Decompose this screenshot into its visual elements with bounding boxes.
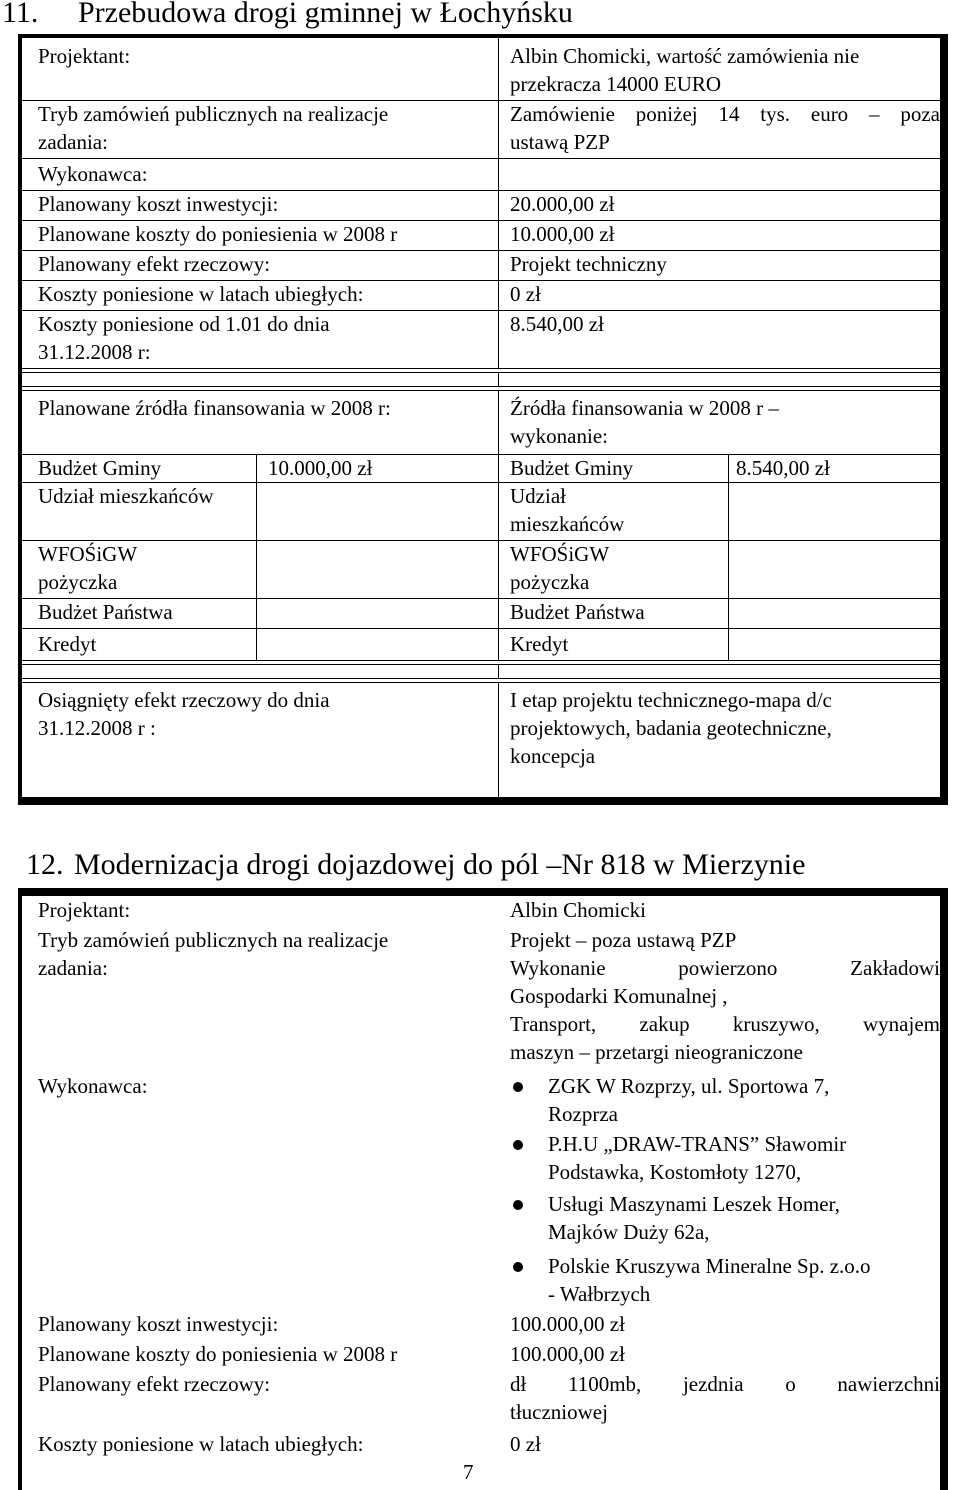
label-planowany-efekt: Planowany efekt rzeczowy:	[38, 252, 271, 276]
s12-wykonawca-4-line1: Polskie Kruszywa Mineralne Sp. z.o.o	[548, 1254, 871, 1278]
label-planowane-koszty-2008: Planowane koszty do poniesienia w 2008 r	[38, 222, 398, 246]
label-koszty-lata-ubiegle: Koszty poniesione w latach ubiegłych:	[38, 282, 364, 306]
value-planowany-efekt: Projekt techniczny	[510, 252, 667, 276]
actual-funding-header-line1: Źródła finansowania w 2008 r –	[510, 396, 779, 420]
actual-wfosigw-line1: WFOŚiGW	[510, 542, 610, 566]
label-wykonawca: Wykonawca:	[38, 162, 148, 186]
s12-value-tryb-line2: Wykonanie powierzono Zakładowi	[510, 956, 940, 980]
bullet-icon	[513, 1262, 523, 1272]
effect-value-line2: projektowych, badania geotechniczne,	[510, 716, 832, 740]
s12-label-koszty-lata-ubiegle: Koszty poniesione w latach ubiegłych:	[38, 1432, 364, 1456]
value-planowany-koszt: 20.000,00 zł	[510, 192, 615, 216]
bullet-icon	[513, 1082, 523, 1092]
actual-kredyt-label: Kredyt	[510, 632, 569, 656]
s12-wykonawca-3-line2: Majków Duży 62a,	[548, 1220, 710, 1244]
page-number: 7	[463, 1460, 474, 1484]
s12-wykonawca-1-line2: Rozprza	[548, 1102, 618, 1126]
planned-udzial-label: Udział mieszkańców	[38, 484, 214, 508]
s12-value-koszty-lata-ubiegle: 0 zł	[510, 1432, 541, 1456]
s12-wykonawca-2-line1: P.H.U „DRAW-TRANS” Sławomir	[548, 1132, 847, 1156]
planned-wfosigw-line2: pożyczka	[38, 570, 118, 594]
value-koszty-lata-ubiegle: 0 zł	[510, 282, 541, 306]
s12-value-planowany-efekt-line1: dł 1100mb, jezdnia o nawierzchni	[510, 1372, 940, 1396]
s12-value-planowany-efekt-line2: tłuczniowej	[510, 1400, 608, 1424]
s12-wykonawca-1-line1: ZGK W Rozprzy, ul. Sportowa 7,	[548, 1074, 830, 1098]
actual-udzial-line2: mieszkańców	[510, 512, 625, 536]
s12-label-planowane-koszty-2008: Planowane koszty do poniesienia w 2008 r	[38, 1342, 398, 1366]
s12-label-planowany-koszt: Planowany koszt inwestycji:	[38, 1312, 279, 1336]
value-projektant-line1: Albin Chomicki, wartość zamówienia nie	[510, 44, 860, 68]
s12-wykonawca-4-line2: - Wałbrzych	[548, 1282, 651, 1306]
label-koszty-poniesione-line2: 31.12.2008 r:	[38, 340, 151, 364]
s12-value-tryb-line5: maszyn – przetargi nieograniczone	[510, 1040, 803, 1064]
actual-funding-header-line2: wykonanie:	[510, 424, 608, 448]
label-tryb-line2: zadania:	[38, 130, 108, 154]
actual-budzet-panstwa-label: Budżet Państwa	[510, 600, 645, 624]
planned-wfosigw-line1: WFOŚiGW	[38, 542, 138, 566]
planned-kredyt-label: Kredyt	[38, 632, 97, 656]
planned-budzet-panstwa-label: Budżet Państwa	[38, 600, 173, 624]
effect-label-line1: Osiągnięty efekt rzeczowy do dnia	[38, 688, 330, 712]
s12-label-planowany-efekt: Planowany efekt rzeczowy:	[38, 1372, 271, 1396]
value-planowane-koszty-2008: 10.000,00 zł	[510, 222, 615, 246]
s12-value-tryb-line1: Projekt – poza ustawą PZP	[510, 928, 737, 952]
s12-value-planowany-koszt: 100.000,00 zł	[510, 1312, 625, 1336]
s12-wykonawca-3-line1: Usługi Maszynami Leszek Homer,	[548, 1192, 840, 1216]
label-koszty-poniesione-line1: Koszty poniesione od 1.01 do dnia	[38, 312, 330, 336]
s12-label-tryb-line1: Tryb zamówień publicznych na realizacje	[38, 928, 389, 952]
value-tryb-line1: Zamówienie poniżej 14 tys. euro – poza	[510, 102, 940, 126]
value-tryb-line2: ustawą PZP	[510, 130, 610, 154]
effect-label-line2: 31.12.2008 r :	[38, 716, 156, 740]
actual-udzial-line1: Udział	[510, 484, 566, 508]
value-projektant-line2: przekracza 14000 EURO	[510, 72, 722, 96]
bullet-icon	[513, 1140, 523, 1150]
label-projektant: Projektant:	[38, 44, 131, 68]
s12-value-planowane-koszty-2008: 100.000,00 zł	[510, 1342, 625, 1366]
s12-label-projektant: Projektant:	[38, 898, 131, 922]
section-11-number: 11.	[2, 0, 39, 29]
effect-value-line1: I etap projektu technicznego-mapa d/c	[510, 688, 832, 712]
s12-label-wykonawca: Wykonawca:	[38, 1074, 148, 1098]
planned-budzet-gminy-value: 10.000,00 zł	[268, 456, 373, 480]
effect-value-line3: koncepcja	[510, 744, 596, 768]
s12-label-tryb-line2: zadania:	[38, 956, 108, 980]
section-11-title: Przebudowa drogi gminnej w Łochyńsku	[78, 0, 573, 29]
planned-budzet-gminy-label: Budżet Gminy	[38, 456, 162, 480]
actual-budzet-gminy-label: Budżet Gminy	[510, 456, 634, 480]
label-planowany-koszt: Planowany koszt inwestycji:	[38, 192, 279, 216]
value-koszty-poniesione: 8.540,00 zł	[510, 312, 604, 336]
s12-value-projektant: Albin Chomicki	[510, 898, 646, 922]
planned-funding-header: Planowane źródła finansowania w 2008 r:	[38, 396, 391, 420]
s12-value-tryb-line4: Transport, zakup kruszywo, wynajem	[510, 1012, 940, 1036]
bullet-icon	[513, 1200, 523, 1210]
section-12-title: Modernizacja drogi dojazdowej do pól –Nr 818 w Mierzynie	[74, 848, 806, 881]
label-tryb-line1: Tryb zamówień publicznych na realizacje	[38, 102, 389, 126]
s12-value-tryb-line3: Gospodarki Komunalnej ,	[510, 984, 728, 1008]
section-12-number: 12.	[26, 848, 64, 881]
s12-wykonawca-2-line2: Podstawka, Kostomłoty 1270,	[548, 1160, 802, 1184]
actual-budzet-gminy-value: 8.540,00 zł	[736, 456, 830, 480]
actual-wfosigw-line2: pożyczka	[510, 570, 590, 594]
